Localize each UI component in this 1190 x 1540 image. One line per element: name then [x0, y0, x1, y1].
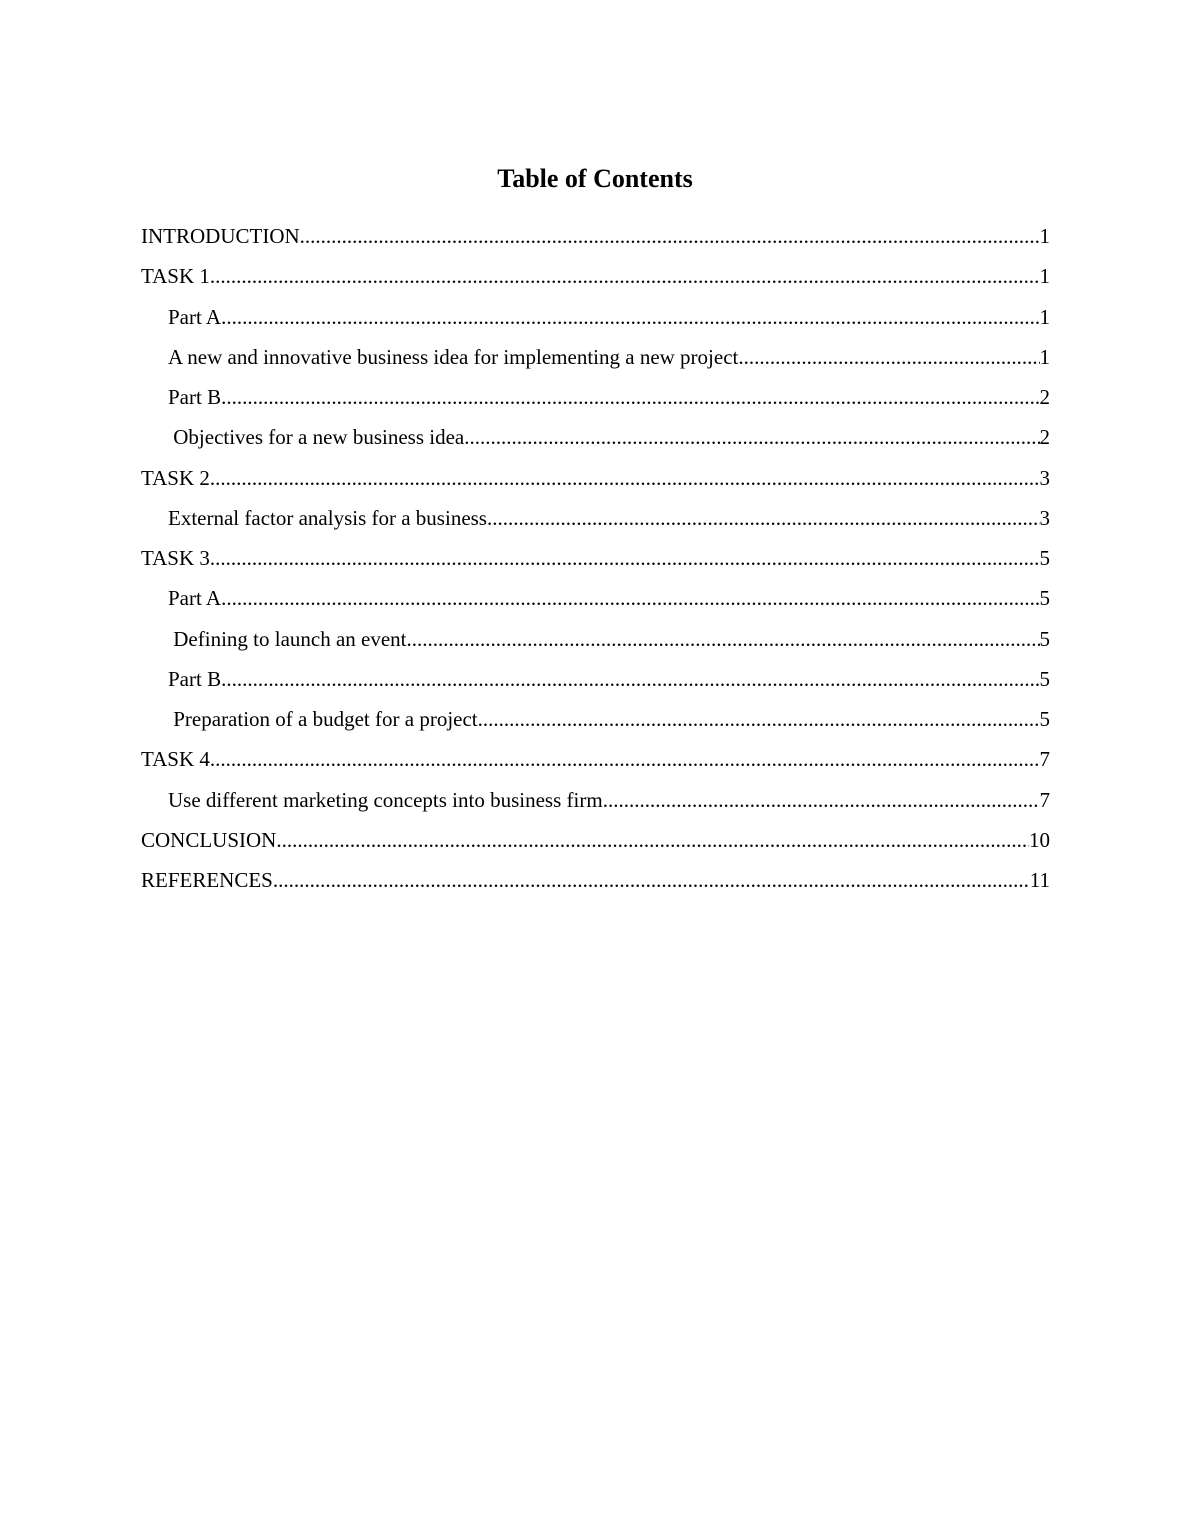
- toc-entry[interactable]: [141, 540, 1050, 580]
- toc-entry-page-number: 3: [1039, 505, 1050, 530]
- toc-entry[interactable]: [141, 500, 1050, 540]
- toc-list: [141, 218, 1050, 902]
- toc-dot-leader: [221, 580, 1039, 616]
- toc-entry-page-number: 2: [1039, 385, 1050, 409]
- toc-entry-label: External factor analysis for a business: [168, 505, 487, 530]
- toc-entry-page-number: 7: [1039, 787, 1050, 812]
- toc-entry-label: Defining to launch an event: [173, 626, 407, 651]
- toc-dot-leader: [478, 701, 1040, 737]
- toc-dot-leader: [276, 822, 1029, 858]
- toc-entry[interactable]: [141, 218, 1050, 258]
- toc-dot-leader: [300, 218, 1040, 254]
- toc-entry-label: Part B: [168, 385, 222, 409]
- toc-entry[interactable]: [141, 862, 1050, 902]
- toc-entry[interactable]: [141, 701, 1050, 741]
- toc-entry-page-number: 1: [1039, 224, 1050, 248]
- toc-dot-leader: [487, 500, 1040, 536]
- toc-entry-page-number: 1: [1039, 264, 1050, 289]
- toc-dot-leader: [221, 379, 1039, 415]
- toc-dot-leader: [273, 862, 1030, 898]
- toc-entry[interactable]: [141, 379, 1050, 419]
- toc-entry-label: TASK 4: [141, 747, 210, 772]
- toc-entry-label: Preparation of a budget for a project: [173, 707, 478, 731]
- toc-dot-leader: [738, 339, 1039, 375]
- toc-entry-page-number: 5: [1039, 626, 1050, 651]
- toc-entry-label: TASK 1: [141, 264, 210, 289]
- toc-dot-leader: [407, 621, 1040, 657]
- toc-dot-leader: [464, 419, 1039, 455]
- toc-dot-leader: [210, 460, 1040, 496]
- toc-dot-leader: [210, 741, 1040, 777]
- toc-entry-page-number: 3: [1039, 465, 1050, 490]
- toc-entry[interactable]: [141, 339, 1050, 379]
- toc-entry-label: REFERENCES: [141, 868, 273, 892]
- toc-entry[interactable]: [141, 460, 1050, 500]
- toc-entry-page-number: 5: [1039, 666, 1050, 691]
- toc-entry-label: TASK 3: [141, 546, 210, 570]
- toc-title: Table of Contents: [497, 164, 693, 193]
- toc-entry-page-number: 5: [1039, 707, 1050, 731]
- toc-entry[interactable]: [141, 621, 1050, 661]
- toc-entry-label: Part A: [168, 304, 222, 329]
- toc-dot-leader: [603, 782, 1040, 818]
- toc-entry[interactable]: [141, 782, 1050, 822]
- toc-dot-leader: [221, 661, 1039, 697]
- toc-entry[interactable]: [141, 419, 1050, 459]
- toc-entry-label: INTRODUCTION: [141, 224, 300, 248]
- toc-entry-label: Use different marketing concepts into business firm: [168, 787, 603, 812]
- toc-entry-page-number: 5: [1039, 546, 1050, 570]
- toc-dot-leader: [221, 299, 1039, 335]
- toc-entry-page-number: 1: [1039, 304, 1050, 329]
- toc-entry[interactable]: [141, 741, 1050, 781]
- toc-entry-label: Part B: [168, 666, 222, 691]
- toc-entry-page-number: 5: [1039, 586, 1050, 611]
- toc-entry-page-number: 10: [1029, 827, 1050, 852]
- toc-entry-page-number: 2: [1039, 425, 1050, 450]
- toc-dot-leader: [210, 258, 1040, 294]
- toc-entry-label: Part A: [168, 586, 222, 611]
- toc-entry-label: CONCLUSION: [141, 827, 277, 852]
- toc-entry[interactable]: [141, 258, 1050, 298]
- toc-entry-page-number: 7: [1039, 747, 1050, 772]
- toc-entry-label: A new and innovative business idea for implementing a new project: [168, 344, 739, 369]
- toc-entry-label: Objectives for a new business idea: [173, 425, 465, 450]
- toc-entry-page-number: 1: [1039, 344, 1050, 369]
- toc-entry[interactable]: [141, 661, 1050, 701]
- toc-dot-leader: [210, 540, 1040, 576]
- toc-entry[interactable]: [141, 580, 1050, 620]
- toc-entry-label: TASK 2: [141, 465, 210, 490]
- toc-entry[interactable]: [141, 822, 1050, 862]
- toc-entry[interactable]: [141, 299, 1050, 339]
- toc-entry-page-number: 11: [1029, 868, 1050, 892]
